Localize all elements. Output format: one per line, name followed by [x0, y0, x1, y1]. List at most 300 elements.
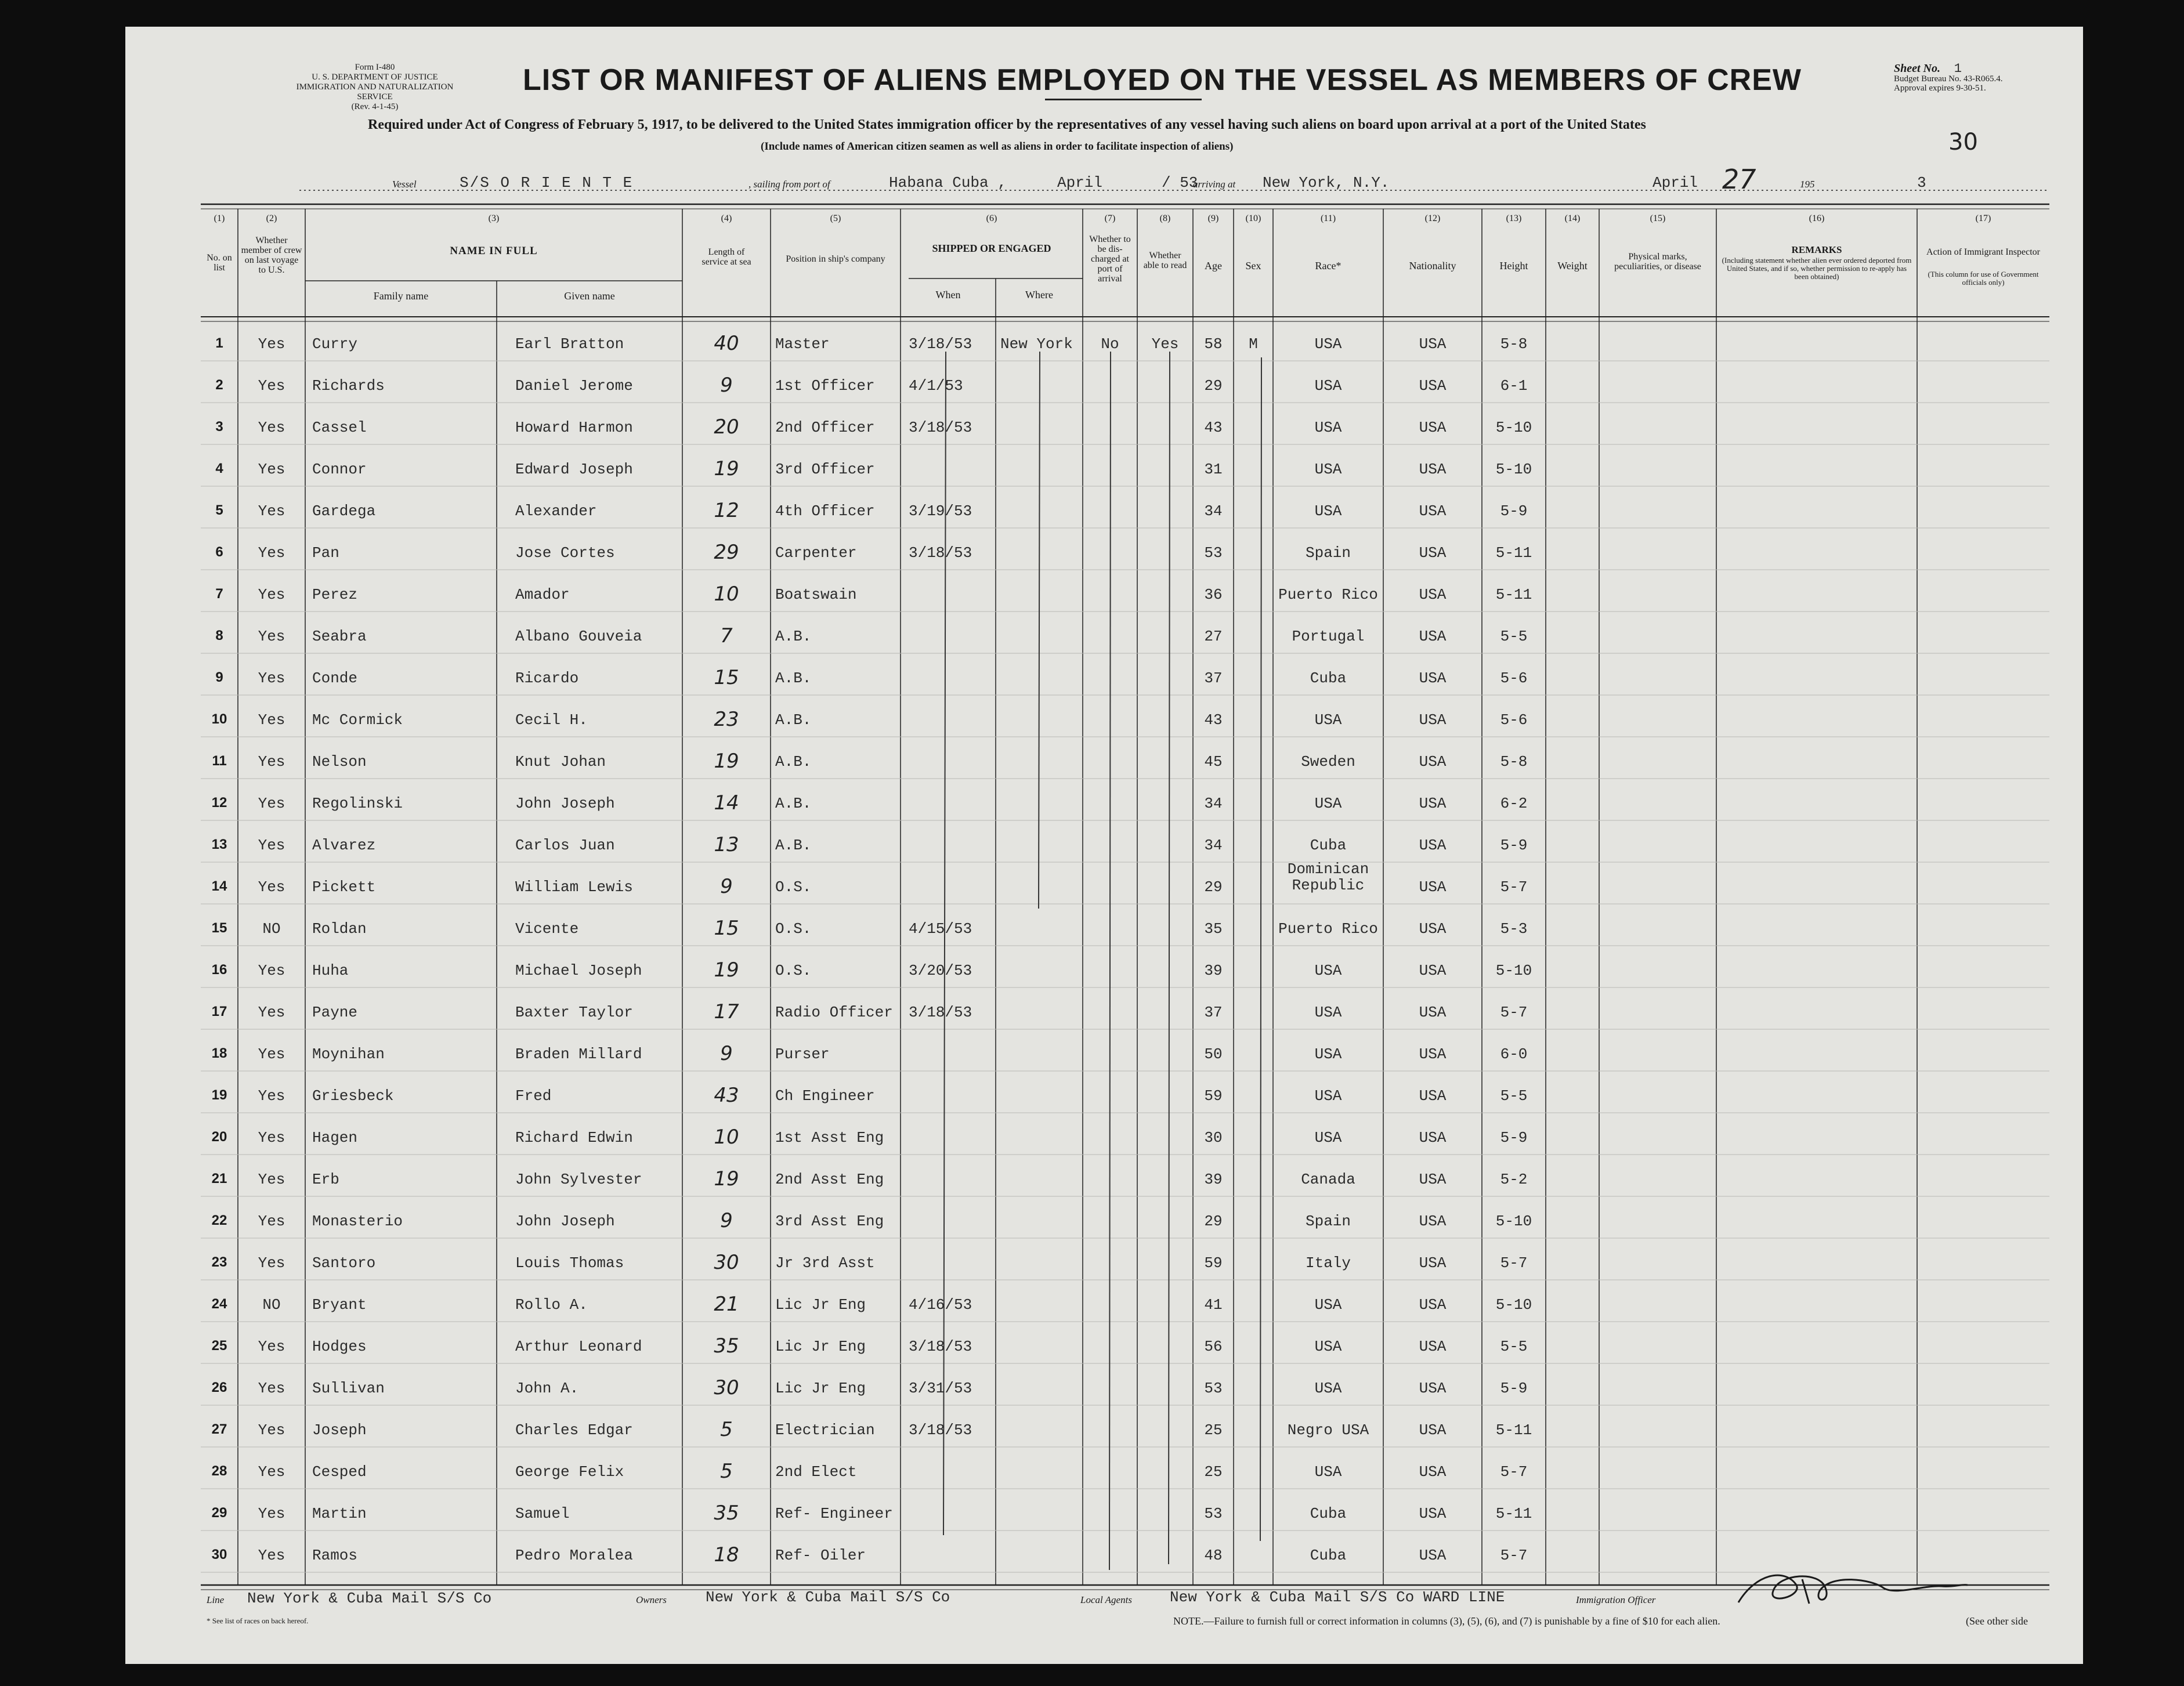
cell-when: 3/18/53: [909, 544, 972, 562]
departure-port: Habana Cuba ,: [889, 174, 1007, 191]
cell-age: 31: [1204, 461, 1223, 478]
cell-prev: Yes: [258, 419, 285, 436]
cell-position: A.B.: [775, 795, 812, 812]
cell-height: 5-5: [1500, 1087, 1528, 1105]
cell-service: 9: [720, 875, 733, 898]
col-num-2: (2): [266, 214, 277, 223]
cell-given: Jose Cortes: [515, 544, 615, 562]
cell-service: 9: [720, 1042, 733, 1065]
cell-height: 5-10: [1495, 962, 1532, 979]
col-num-15: (15): [1650, 214, 1666, 223]
cell-family: Bryant: [312, 1296, 367, 1314]
cell-service: 35: [714, 1334, 739, 1358]
cell-race: USA: [1314, 1463, 1342, 1481]
cell-family: Nelson: [312, 753, 367, 770]
cell-height: 5-10: [1495, 461, 1532, 478]
cell-nat: USA: [1419, 1254, 1447, 1272]
cell-position: O.S.: [775, 878, 812, 896]
cell-no: 21: [211, 1171, 227, 1186]
cell-nat: USA: [1419, 837, 1447, 854]
cell-height: 6-2: [1500, 795, 1528, 812]
cell-no: 9: [215, 670, 223, 685]
cell-position: O.S.: [775, 962, 812, 979]
cell-nat: USA: [1419, 628, 1447, 645]
cell-height: 5-7: [1500, 1463, 1528, 1481]
cell-prev: Yes: [258, 1045, 285, 1063]
cell-service: 9: [720, 1209, 733, 1232]
departure-month: April: [1057, 174, 1103, 191]
cell-service: 15: [714, 917, 739, 940]
cell-service: 30: [714, 1251, 739, 1274]
cell-service: 10: [714, 1126, 739, 1149]
cell-given: Baxter Taylor: [515, 1004, 633, 1021]
cell-prev: Yes: [258, 544, 285, 562]
cell-position: Radio Officer: [775, 1004, 893, 1021]
cell-nat: USA: [1419, 795, 1447, 812]
cell-age: 34: [1204, 837, 1223, 854]
cell-given: Daniel Jerome: [515, 377, 633, 395]
cell-family: Seabra: [312, 628, 367, 645]
cell-prev: Yes: [258, 1129, 285, 1146]
cell-position: A.B.: [775, 628, 812, 645]
header-able-to-read: Whether able to read: [1143, 251, 1187, 270]
col-num-16: (16): [1809, 214, 1825, 223]
cell-height: 5-9: [1500, 1129, 1528, 1146]
cell-no: 6: [215, 544, 223, 560]
cell-service: 5: [720, 1418, 733, 1441]
header-discharged: Whether to be dis-charged at port of arrival: [1089, 234, 1131, 284]
cell-height: 5-3: [1500, 920, 1528, 938]
cell-height: 5-11: [1495, 544, 1532, 562]
cell-race: USA: [1314, 1380, 1342, 1397]
cell-race: Dominican Republic: [1287, 860, 1369, 894]
cell-no: 18: [211, 1045, 227, 1061]
cell-nat: USA: [1419, 878, 1447, 896]
cell-age: 25: [1204, 1421, 1223, 1439]
cell-no: 3: [215, 419, 223, 435]
header-remarks-note: (Including statement whether alien ever ordered deported from United States, and if so, whether permission to re-apply has been obtained): [1722, 256, 1912, 281]
cell-race: USA: [1314, 962, 1342, 979]
cell-where: New York: [1000, 335, 1073, 353]
cell-age: 34: [1204, 795, 1223, 812]
cell-age: 30: [1204, 1129, 1223, 1146]
cell-nat: USA: [1419, 1338, 1447, 1355]
cell-no: 19: [211, 1087, 227, 1103]
col-num-12: (12): [1424, 214, 1441, 223]
cell-race: Negro USA: [1287, 1421, 1369, 1439]
cell-age: 45: [1204, 753, 1223, 770]
cell-given: Cecil H.: [515, 711, 588, 729]
cell-height: 5-5: [1500, 1338, 1528, 1355]
cell-service: 21: [714, 1293, 739, 1316]
cell-position: O.S.: [775, 920, 812, 938]
manifest-sheet: [125, 27, 2083, 1664]
cell-race: USA: [1314, 1087, 1342, 1105]
vessel-label: Vessel: [392, 179, 417, 190]
cell-age: 59: [1204, 1254, 1223, 1272]
department: U. S. DEPARTMENT OF JUSTICE: [312, 73, 438, 82]
cell-nat: USA: [1419, 753, 1447, 770]
cell-service: 40: [714, 332, 739, 355]
cell-given: Edward Joseph: [515, 461, 633, 478]
cell-prev: Yes: [258, 1213, 285, 1230]
cell-service: 19: [714, 1167, 739, 1191]
cell-family: Sullivan: [312, 1380, 385, 1397]
cell-prev: Yes: [258, 1338, 285, 1355]
cell-nat: USA: [1419, 1213, 1447, 1230]
cell-position: 3rd Asst Eng: [775, 1213, 884, 1230]
cell-nat: USA: [1419, 461, 1447, 478]
cell-service: 19: [714, 750, 739, 773]
cell-service: 19: [714, 457, 739, 480]
cell-prev: Yes: [258, 461, 285, 478]
cell-nat: USA: [1419, 1380, 1447, 1397]
cell-race: Cuba: [1310, 837, 1347, 854]
cell-given: Howard Harmon: [515, 419, 633, 436]
cell-family: Hagen: [312, 1129, 358, 1146]
cell-race: Spain: [1305, 1213, 1351, 1230]
cell-no: 28: [211, 1463, 227, 1479]
cell-when: 3/18/53: [909, 335, 972, 353]
cell-family: Huha: [312, 962, 349, 979]
sheet-number: 1: [1954, 61, 1962, 76]
cell-position: Purser: [775, 1045, 830, 1063]
cell-service: 20: [714, 415, 739, 439]
service: IMMIGRATION AND NATURALIZATION SERVICE: [296, 82, 454, 102]
cell-family: Conde: [312, 670, 358, 687]
col-num-11: (11): [1320, 214, 1336, 223]
cell-position: A.B.: [775, 753, 812, 770]
cell-service: 10: [714, 582, 739, 606]
departure-year: / 53: [1162, 174, 1198, 191]
cell-read: Yes: [1151, 335, 1179, 353]
budget-number: Budget Bureau No. 43-R065.4.: [1894, 74, 2003, 84]
cell-age: 27: [1204, 628, 1223, 645]
cell-race: USA: [1314, 1004, 1342, 1021]
cell-prev: Yes: [258, 837, 285, 854]
cell-prev: Yes: [258, 628, 285, 645]
cell-prev: Yes: [258, 1004, 285, 1021]
cell-nat: USA: [1419, 1505, 1447, 1522]
cell-family: Joseph: [312, 1421, 367, 1439]
cell-service: 15: [714, 666, 739, 689]
cell-no: 13: [211, 837, 227, 852]
cell-position: 1st Officer: [775, 377, 875, 395]
cell-family: Martin: [312, 1505, 367, 1522]
cell-no: 15: [211, 920, 227, 936]
cell-age: 59: [1204, 1087, 1223, 1105]
cell-height: 5-9: [1500, 1380, 1528, 1397]
cell-nat: USA: [1419, 502, 1447, 520]
cell-given: Rollo A.: [515, 1296, 588, 1314]
cell-no: 11: [212, 753, 227, 769]
cell-prev: Yes: [258, 377, 285, 395]
header-when: When: [935, 289, 961, 301]
cell-age: 37: [1204, 670, 1223, 687]
cell-race: USA: [1314, 1338, 1342, 1355]
cell-nat: USA: [1419, 419, 1447, 436]
footer-line-value: New York & Cuba Mail S/S Co: [247, 1590, 492, 1607]
footer-agents-value: New York & Cuba Mail S/S Co WARD LINE: [1170, 1589, 1505, 1606]
header-where: Where: [1025, 289, 1053, 301]
cell-nat: USA: [1419, 544, 1447, 562]
cell-given: Vicente: [515, 920, 579, 938]
vessel-name: S/S O R I E N T E: [460, 174, 634, 191]
cell-when: 3/18/53: [909, 1004, 972, 1021]
cell-when: 4/15/53: [909, 920, 972, 938]
cell-height: 5-10: [1495, 1296, 1532, 1314]
cell-height: 5-7: [1500, 1004, 1528, 1021]
cell-position: 4th Officer: [775, 502, 875, 520]
cell-no: 7: [215, 586, 223, 602]
cell-family: Ramos: [312, 1547, 358, 1564]
cell-race: Cuba: [1310, 1547, 1347, 1564]
cell-nat: USA: [1419, 1463, 1447, 1481]
col-num-10: (10): [1245, 214, 1261, 223]
cell-height: 5-10: [1495, 419, 1532, 436]
cell-family: Alvarez: [312, 837, 376, 854]
cell-service: 30: [714, 1376, 739, 1399]
cell-service: 43: [714, 1084, 739, 1107]
col-num-8: (8): [1159, 214, 1171, 223]
cell-prev: Yes: [258, 1463, 285, 1481]
penalty-note: NOTE.—Failure to furnish full or correct information in columns (3), (5), (6), and (7) is punishable by a fine of $10 for each alien.: [1173, 1615, 1720, 1627]
subtitle-note: (Include names of American citizen seamen as well as aliens in order to facilitate inspection of aliens): [761, 140, 1234, 153]
cell-age: 37: [1204, 1004, 1223, 1021]
page-number-handwritten: 30: [1948, 129, 1978, 155]
cell-nat: USA: [1419, 335, 1447, 353]
cell-position: 2nd Officer: [775, 419, 875, 436]
cell-service: 29: [714, 541, 739, 564]
cell-nat: USA: [1419, 670, 1447, 687]
cell-age: 29: [1204, 1213, 1223, 1230]
col-num-17: (17): [1975, 214, 1991, 223]
cell-service: 19: [714, 958, 739, 982]
cell-service: 17: [714, 1000, 739, 1023]
cell-service: 13: [714, 833, 739, 856]
see-other-side: (See other side: [1966, 1615, 2028, 1627]
cell-race: USA: [1314, 795, 1342, 812]
cell-no: 29: [211, 1505, 227, 1521]
cell-no: 4: [215, 461, 223, 476]
cell-service: 7: [720, 624, 733, 647]
cell-position: Carpenter: [775, 544, 857, 562]
cell-prev: Yes: [258, 962, 285, 979]
header-weight: Weight: [1557, 260, 1588, 272]
cell-prev: Yes: [258, 1087, 285, 1105]
cell-when: 4/16/53: [909, 1296, 972, 1314]
header-length-of-service: Length of service at sea: [702, 247, 751, 267]
cell-height: 5-11: [1495, 1505, 1532, 1522]
cell-no: 26: [211, 1380, 227, 1395]
footer-owners-label: Owners: [636, 1594, 667, 1605]
cell-prev: Yes: [258, 586, 285, 603]
header-sex: Sex: [1245, 260, 1261, 272]
cell-age: 29: [1204, 377, 1223, 395]
col-num-1: (1): [214, 214, 225, 223]
cell-given: George Felix: [515, 1463, 624, 1481]
cell-nat: USA: [1419, 962, 1447, 979]
cell-given: John Joseph: [515, 795, 615, 812]
cell-given: Pedro Moralea: [515, 1547, 633, 1564]
arrival-month: April: [1653, 174, 1698, 191]
cell-position: Ref- Oiler: [775, 1547, 866, 1564]
cell-race: Sweden: [1301, 753, 1355, 770]
header-shipped-engaged: SHIPPED OR ENGAGED: [932, 243, 1051, 254]
cell-service: 18: [714, 1543, 739, 1566]
approval-expiry: Approval expires 9-30-51.: [1894, 84, 1986, 93]
cell-nat: USA: [1419, 1171, 1447, 1188]
cell-family: Pickett: [312, 878, 376, 896]
cell-race: USA: [1314, 1129, 1342, 1146]
cell-race: USA: [1314, 377, 1342, 395]
cell-family: Monasterio: [312, 1213, 403, 1230]
col-num-4: (4): [721, 214, 732, 223]
cell-sex: M: [1249, 335, 1258, 353]
cell-given: Arthur Leonard: [515, 1338, 642, 1355]
cell-prev: Yes: [258, 753, 285, 770]
cell-race: USA: [1314, 419, 1342, 436]
cell-disch: No: [1101, 335, 1119, 353]
cell-when: 4/1/53: [909, 377, 963, 395]
cell-given: John A.: [515, 1380, 579, 1397]
cell-family: Griesbeck: [312, 1087, 394, 1105]
cell-no: 12: [211, 795, 227, 811]
races-note: * See list of races on back hereof.: [207, 1616, 309, 1625]
cell-race: USA: [1314, 502, 1342, 520]
cell-age: 34: [1204, 502, 1223, 520]
arrival-year: 3: [1917, 174, 1926, 191]
sheet-number-label: Sheet No.: [1894, 62, 1940, 75]
cell-when: 3/20/53: [909, 962, 972, 979]
cell-height: 6-1: [1500, 377, 1528, 395]
cell-given: Charles Edgar: [515, 1421, 633, 1439]
cell-no: 17: [211, 1004, 227, 1019]
arriving-label: arriving at: [1193, 179, 1236, 190]
header-family-name: Family name: [373, 290, 429, 302]
footer-line-label: Line: [207, 1594, 225, 1605]
cell-age: 43: [1204, 419, 1223, 436]
cell-no: 14: [211, 878, 227, 894]
cell-age: 35: [1204, 920, 1223, 938]
cell-age: 56: [1204, 1338, 1223, 1355]
cell-position: Lic Jr Eng: [775, 1380, 866, 1397]
cell-no: 1: [215, 335, 223, 351]
cell-race: USA: [1314, 1296, 1342, 1314]
cell-given: Alexander: [515, 502, 597, 520]
cell-given: William Lewis: [515, 878, 633, 896]
cell-height: 5-6: [1500, 711, 1528, 729]
header-no-on-list: No. on list: [207, 253, 232, 273]
col-num-5: (5): [830, 214, 841, 223]
cell-position: Jr 3rd Asst: [775, 1254, 875, 1272]
cell-race: USA: [1314, 711, 1342, 729]
cell-height: 5-9: [1500, 502, 1528, 520]
cell-prev: Yes: [258, 335, 285, 353]
cell-given: Carlos Juan: [515, 837, 615, 854]
cell-age: 53: [1204, 1380, 1223, 1397]
footer-owners-value: New York & Cuba Mail S/S Co: [706, 1589, 950, 1606]
cell-no: 27: [211, 1421, 227, 1437]
cell-given: John Sylvester: [515, 1171, 642, 1188]
cell-no: 2: [215, 377, 223, 393]
cell-prev: Yes: [258, 878, 285, 896]
cell-service: 23: [714, 708, 739, 731]
cell-family: Gardega: [312, 502, 376, 520]
cell-family: Perez: [312, 586, 358, 603]
cell-prev: Yes: [258, 1254, 285, 1272]
cell-family: Richards: [312, 377, 385, 395]
cell-position: Ch Engineer: [775, 1087, 875, 1105]
cell-prev: Yes: [258, 795, 285, 812]
cell-height: 5-11: [1495, 1421, 1532, 1439]
cell-given: Richard Edwin: [515, 1129, 633, 1146]
cell-race: USA: [1314, 1045, 1342, 1063]
col-num-13: (13): [1506, 214, 1522, 223]
cell-prev: Yes: [258, 1505, 285, 1522]
header-age: Age: [1205, 260, 1222, 272]
cell-no: 5: [215, 502, 223, 518]
cell-given: Fred: [515, 1087, 552, 1105]
header-given-name: Given name: [564, 290, 615, 302]
cell-prev: Yes: [258, 1421, 285, 1439]
cell-nat: USA: [1419, 1087, 1447, 1105]
cell-prev: Yes: [258, 502, 285, 520]
cell-prev: Yes: [258, 670, 285, 687]
cell-age: 50: [1204, 1045, 1223, 1063]
footer-agents-label: Local Agents: [1080, 1594, 1132, 1605]
header-height: Height: [1499, 260, 1528, 272]
cell-position: Master: [775, 335, 830, 353]
header-position: Position in ship's company: [786, 254, 885, 264]
revision: (Rev. 4-1-45): [351, 102, 399, 111]
cell-height: 5-7: [1500, 1254, 1528, 1272]
cell-race: Cuba: [1310, 1505, 1347, 1522]
cell-given: Knut Johan: [515, 753, 606, 770]
cell-service: 14: [714, 791, 739, 815]
cell-position: A.B.: [775, 711, 812, 729]
col-num-9: (9): [1207, 214, 1219, 223]
cell-height: 6-0: [1500, 1045, 1528, 1063]
cell-prev: NO: [262, 1296, 281, 1314]
cell-family: Cassel: [312, 419, 367, 436]
cell-nat: USA: [1419, 377, 1447, 395]
cell-prev: Yes: [258, 1547, 285, 1564]
cell-family: Roldan: [312, 920, 367, 938]
arrival-year-prefix: 195: [1800, 179, 1815, 190]
cell-height: 5-11: [1495, 586, 1532, 603]
cell-nat: USA: [1419, 1421, 1447, 1439]
cell-given: Michael Joseph: [515, 962, 642, 979]
cell-family: Cesped: [312, 1463, 367, 1481]
cell-height: 5-7: [1500, 878, 1528, 896]
cell-position: Electrician: [775, 1421, 875, 1439]
cell-height: 5-9: [1500, 837, 1528, 854]
cell-age: 53: [1204, 544, 1223, 562]
cell-race: Italy: [1305, 1254, 1351, 1272]
cell-no: 24: [211, 1296, 227, 1312]
cell-position: 2nd Asst Eng: [775, 1171, 884, 1188]
cell-given: John Joseph: [515, 1213, 615, 1230]
cell-age: 39: [1204, 962, 1223, 979]
cell-position: A.B.: [775, 837, 812, 854]
header-inspector-action: Action of Immigrant Inspector: [1926, 247, 2040, 257]
col-num-3: (3): [488, 214, 500, 223]
cell-height: 5-8: [1500, 335, 1528, 353]
cell-age: 36: [1204, 586, 1223, 603]
page-title: LIST OR MANIFEST OF ALIENS EMPLOYED ON THE VESSEL AS MEMBERS OF CREW: [523, 63, 1802, 97]
subtitle: Required under Act of Congress of February 5, 1917, to be delivered to the United States immigration officer by the representatives of any vessel having such aliens on board upon arrival at a port of the United States: [368, 117, 1646, 132]
